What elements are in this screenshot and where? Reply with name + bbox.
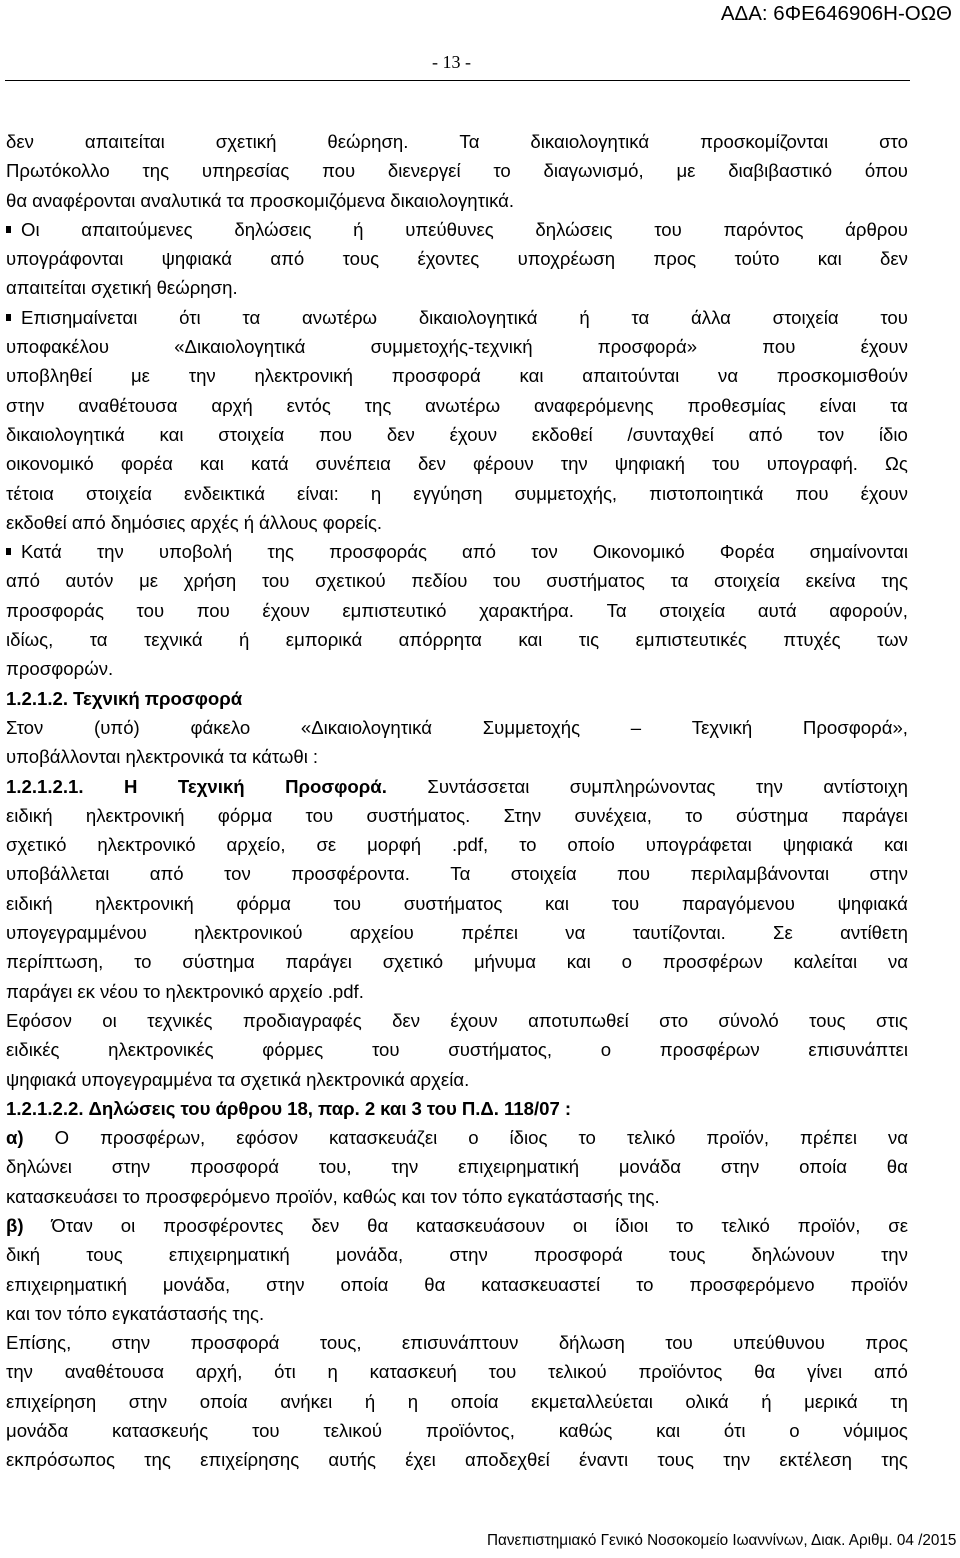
body-line: τέτοια στοιχεία ενδεικτικά είναι: η εγγύηση συμμετοχής, πιστοποιητικά που έχουν xyxy=(6,482,908,504)
body-line: υπογεγραμμένου ηλεκτρονικού αρχείου πρέπει να ταυτίζονται. Σε αντίθετη xyxy=(6,922,908,944)
bullet-icon xyxy=(6,548,11,555)
body-line: Στον (υπό) φάκελο «Δικαιολογητικά Συμμετοχής – Τεχνική Προσφορά», xyxy=(6,716,908,738)
body-line: Επισημαίνεται ότι τα ανωτέρω δικαιολογητικά ή τα άλλα στοιχεία του xyxy=(6,303,908,332)
body-line: ειδική ηλεκτρονική φόρμα του συστήματος. Στην συνέχεια, το σύστημα παράγει xyxy=(6,804,908,826)
body-line: α) Ο προσφέρων, εφόσον κατασκευάζει ο ίδιος το τελικό προϊόν, πρέπει να xyxy=(6,1127,908,1149)
body-line: υποφακέλου «Δικαιολογητικά συμμετοχής-τεχνική προσφορά» που έχουν xyxy=(6,336,908,358)
body-line: υποβάλλεται από τον προσφέροντα. Τα στοιχεία που περιλαμβάνονται στην xyxy=(6,863,908,885)
body-line: την αναθέτουσα αρχή, ότι η κατασκευή του τελικού προϊόντος θα γίνει από xyxy=(6,1361,908,1383)
page-footer: Πανεπιστημιακό Γενικό Νοσοκομείο Ιωαννίνων, Διακ. Αριθμ. 04 /2015 xyxy=(487,1532,957,1549)
body-line: 1.2.1.2.2. Δηλώσεις του άρθρου 18, παρ. 2 και 3 του Π.Δ. 118/07 : xyxy=(6,1097,572,1119)
body-line: ειδική ηλεκτρονική φόρμα του συστήματος και του παραγόμενου ψηφιακά xyxy=(6,892,908,914)
body-line: υποβάλλονται ηλεκτρονικά τα κάτωθι : xyxy=(6,746,319,768)
body-line: οικονομικό φορέα και κατά συνέπεια δεν φέρουν την ψηφιακή του υπογραφή. Ως xyxy=(6,453,908,475)
body-line: από αυτόν με χρήση του σχετικού πεδίου του συστήματος τα στοιχεία εκείνα της xyxy=(6,570,908,592)
body-line: παράγει εκ νέου το ηλεκτρονικό αρχείο .pdf. xyxy=(6,980,364,1002)
body-line: ειδικές ηλεκτρονικές φόρμες του συστήματος, ο προσφέρων επισυνάπτει xyxy=(6,1039,908,1061)
bullet-icon xyxy=(6,226,11,233)
body-line: ψηφιακά υπογεγραμμένα τα σχετικά ηλεκτρονικά αρχεία. xyxy=(6,1068,470,1090)
body-line: μονάδα κατασκευής του τελικού προϊόντος, καθώς και ότι ο νόμιμος xyxy=(6,1420,908,1442)
body-line: προσφοράς του που έχουν εμπιστευτικό χαρακτήρα. Τα στοιχεία αυτά αφορούν, xyxy=(6,599,908,621)
body-line: υποβληθεί με την ηλεκτρονική προσφορά και απαιτούνται να προσκομισθούν xyxy=(6,365,908,387)
body-line: επιχείρηση στην οποία ανήκει ή η οποία εκμεταλλεύεται ολικά ή μερικά τη xyxy=(6,1390,908,1412)
body-line: δηλώνει στην προσφορά του, την επιχειρηματική μονάδα στην οποία θα xyxy=(6,1156,908,1178)
body-line: 1.2.1.2. Τεχνική προσφορά xyxy=(6,687,243,709)
document-body xyxy=(6,127,908,1475)
body-line: δική τους επιχειρηματική μονάδα, στην προσφορά τους δηλώνουν την xyxy=(6,1244,908,1266)
body-line: Οι απαιτούμενες δηλώσεις ή υπεύθυνες δηλώσεις του παρόντος άρθρου xyxy=(6,215,908,244)
body-line: δικαιολογητικά και στοιχεία που δεν έχουν εκδοθεί /συνταχθεί από τον ίδιο xyxy=(6,423,908,445)
body-line: δεν απαιτείται σχετική θεώρηση. Τα δικαιολογητικά προσκομίζονται στο xyxy=(6,131,908,152)
body-line: στην αναθέτουσα αρχή εντός της ανωτέρω αναφερόμενης προθεσμίας είναι τα xyxy=(6,394,908,416)
body-line: εκδοθεί από δημόσιες αρχές ή άλλους φορείς. xyxy=(6,511,383,533)
body-line: απαιτείται σχετική θεώρηση. xyxy=(6,277,238,299)
body-line: β) Όταν οι προσφέροντες δεν θα κατασκευάσουν οι ίδιοι το τελικό προϊόν, σε xyxy=(6,1214,908,1236)
body-line: προσφορών. xyxy=(6,658,114,680)
ada-code: ΑΔΑ: 6ΦΕ646906Η-ΟΩΘ xyxy=(720,2,952,25)
body-line: Εφόσον οι τεχνικές προδιαγραφές δεν έχουν αποτυπωθεί στο σύνολό τους στις xyxy=(6,1009,908,1031)
body-line: θα αναφέρονται αναλυτικά τα προσκομιζόμενα δικαιολογητικά. xyxy=(6,189,515,211)
body-line: εκπρόσωπος της επιχείρησης αυτής έχει αποδεχθεί έναντι τους την εκτέλεση της xyxy=(6,1449,908,1471)
body-line: σχετικό ηλεκτρονικό αρχείο, σε μορφή .pdf, το οποίο υπογράφεται ψηφιακά και xyxy=(6,834,908,856)
body-line: επιχειρηματική μονάδα, στην οποία θα κατασκευαστεί το προσφερόμενο προϊόν xyxy=(6,1273,908,1295)
body-line: υπογράφονται ψηφιακά από τους έχοντες υποχρέωση προς τούτο και δεν xyxy=(6,248,908,270)
body-line: ιδίως, τα τεχνικά ή εμπορικά απόρρητα και τις εμπιστευτικές πτυχές των xyxy=(6,629,908,651)
body-line: Επίσης, στην προσφορά τους, επισυνάπτουν δήλωση του υπεύθυνου προς xyxy=(6,1332,908,1354)
body-line: Κατά την υποβολή της προσφοράς από τον Οικονομικό Φορέα σημαίνονται xyxy=(6,537,908,566)
page-number: - 13 - xyxy=(432,52,471,72)
body-line: και τον τόπο εγκατάστασής της. xyxy=(6,1302,265,1324)
body-line: 1.2.1.2.1. Η Τεχνική Προσφορά. Συντάσσεται συμπληρώνοντας την αντίστοιχη xyxy=(6,775,908,797)
body-line: κατασκευάσει το προσφερόμενο προϊόν, καθώς και τον τόπο εγκατάστασής της. xyxy=(6,1185,660,1207)
body-line: περίπτωση, το σύστημα παράγει σχετικό μήνυμα και ο προσφέρων καλείται να xyxy=(6,951,908,973)
bullet-icon xyxy=(6,314,11,321)
body-line: Πρωτόκολλο της υπηρεσίας που διενεργεί το διαγωνισμό, με διαβιβαστικό όπου xyxy=(6,160,908,182)
header-divider xyxy=(5,80,910,81)
